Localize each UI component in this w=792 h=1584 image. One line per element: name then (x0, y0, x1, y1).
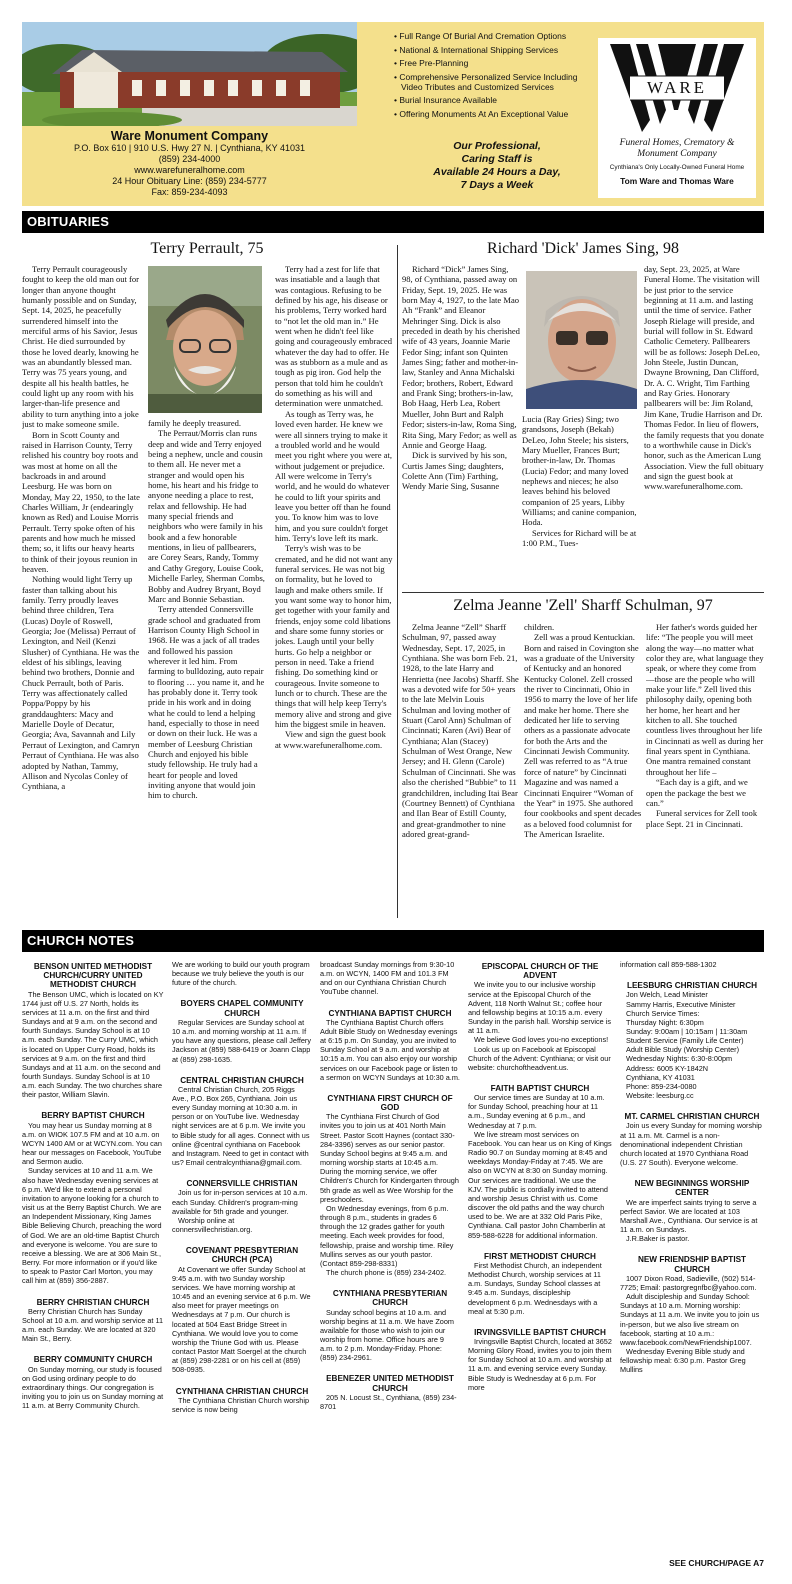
church-text: Adult discipleship and Sunday School: Sundays at 10 a.m. Morning worship: Sundays at 11 a.m. We invite you to join us in-person, but we also live stream on facebook, starting at 10 a.m.: www.facebook.com/NewFriendship1007. (620, 1292, 760, 1347)
church-text: The Cynthiana Christian Church worship service is now being (172, 1395, 309, 1414)
church-text: Phone: 859-234-0080 (626, 1081, 697, 1091)
company-name: Ware Monument Company (110, 129, 269, 143)
obit-paragraph: Funeral services for Zell took place Sept. 21 in Cincinnati. (646, 808, 758, 829)
church-name: NEW BEGINNINGS WORSHIP CENTER (634, 1179, 750, 1198)
obit-terry-photo (148, 266, 262, 413)
church-text: We live stream most services on Facebook. You can hear us on King of Kings Radio 90.7 on Sunday morning at 8:45 and weekdays Monday-Friday at 7:45. We are also on WCYN at 8:30 on Sunday morning. Our services are traditional. We use the KJV. The public is cordially invited to attend and worship Jesus Christ with us. Come discover the old paths and the way church used to be. We are at 332 Old Paris Pike, Cynthiana. Call pastor John Chamberlin at 859-588-6228 for additional information. (468, 1129, 612, 1240)
church-name: IRVINGSVILLE BAPTIST CHURCH (474, 1327, 606, 1337)
obit-paragraph: Richard “Dick” James Sing, 98, of Cynthiana, passed away on Friday, Sept. 19, 2025. He was born May 4, 1927, to the late Mao Ah “Frank” and Eleanor Mehringer Sing. Dick is also preceded in death by his cherished wife of 43 years, Joannie Marie Fedor Sing; infant son Quinten James Sing; father and mother-in-law, Stanley and Anna Michalski Fedor; brothers, Robert, Edward and Frank Sing; brothers-in-law, Bob Haag, Herb Lea, Robert Mueller, John Burt and Ralph Fedor; sisters-in-law, Roma Sing, Rita Sing, Mary Fedor; as well as Annie and George Haag. (402, 264, 520, 450)
obit-terry-name: Terry Perrault, 75 (150, 240, 264, 257)
obituaries-section-header: OBITUARIES (22, 211, 764, 233)
slogan-line: Caring Staff is (461, 153, 533, 165)
church-text: Join us every Sunday for morning worship at 11 a.m. Mt. Carmel is a non-denominational independent Christian church located at 1970 Cynthiana Road (U.S. 27 South). Everyone welcome. (620, 1121, 762, 1168)
service-item: • Full Range Of Burial And Cremation Options (394, 31, 567, 41)
obit-richard-col2 (522, 414, 640, 590)
church-name: CONNERSVILLE CHRISTIAN (186, 1179, 298, 1189)
obituary-line: 24 Hour Obituary Line: (859) 234-5777 (112, 176, 267, 186)
church-text: Regular Services are Sunday school at 10 a.m. and morning worship at 11 a.m. If you have any questions, please call Jeffery Jackson at (859) 588-6419 or Joann Clapp at (859) 298-1635. (172, 1017, 311, 1064)
church-col-1 (22, 960, 164, 1560)
church-text: The church phone is (859) 234-2402. (326, 1267, 447, 1277)
church-text: Central Christian Church, 205 Riggs Ave., P.O. Box 265, Cynthiana. Join us every Sunday morning at 10:30 a.m. in person or on YouTube live. Wednesday night services are at 6 p.m. We invite you to Bible study for all ages. Connect with us online @central cynthiana on Facebook and Instagram. Need to get in contact with us? Email centralcynthiana@gmail.com. (172, 1084, 310, 1168)
church-text: At Covenant we offer Sunday School at 9:45 a.m. with two Sunday worship services. We have morning worship at 10:45 and an evening service at 6 p.m. We also meet for prayer meetings on Wednesdays at 7 p.m. Our church is located at 504 East Bridge Street in Cynthiana. We would love you to come worship the Triune God with us. Please contact Pastor Matt Soergel at the church at (859) 298-2281 or on his cell at (859) 508-0935. (172, 1264, 311, 1375)
church-text: Look us up on Facebook at Episcopal Church of the Advent: Cynthiana; or visit our website: churchoftheadvent.us. (468, 1044, 611, 1072)
church-text: J.R.Baker is pastor. (626, 1234, 690, 1244)
church-text: Adult Bible Study (Worship Center) (626, 1045, 740, 1055)
service-item: • National & International Shipping Services (394, 44, 559, 55)
obit-paragraph: Terry had a zest for life that was insatiable and a laugh that was contagious. Refusing to be defined by his age, his disease or his problems, Terry worked hard to “not let the old man in.” He went when he didn't feel like going and courageously embraced whatever the day had to offer. He was as stubborn as a mule and as tough as pig iron. God help the person that told him he couldn't do something as his will and determination were unmatched. (275, 264, 393, 409)
church-text: Sunday services at 10 and 11 a.m. We also have Wednesday evening services at 6 p.m. We'd like to extend a personal invitation to anyone looking for a church to visit us at the Berry Baptist Church. We are an Independent Missionary, King James Bible Believing Church, preaching the word of God. We are an old-time Baptist Church and everyone is welcome. You are sure to receive a blessing. We are at 306 Main St., Berry. For more information or if you'd like to speak to Pastor Carl Morton, you may call him at (859) 356-2887. (22, 1166, 162, 1286)
church-text: Wednesday Nights: 6:30-8:00pm (626, 1054, 733, 1064)
church-text: We are imperfect saints trying to serve a perfect Savior. We are located at 103 Marshall Ave., Cynthiana. Our service is at 11 a.m. on Sundays. (620, 1197, 758, 1235)
obit-paragraph: Terry's wish was to be cremated, and he did not want any funeral services. He was not big on formality, but he loved to laugh and make others smile. If you want some way to honor him, get together with your family and friends, enjoy some cold libations and share some funny stories or jokes. Laugh until your belly hurts. Go help a neighbor or person in need. Take a friend fishing. Do something kind or courageous. Invite someone to lunch or to church. These are the things that will help keep Terry's memory alive and strong and give him the biggest smile in heaven. (275, 543, 393, 730)
logo-owners: Tom Ware and Thomas Ware (620, 176, 734, 186)
church-notes-section-header: CHURCH NOTES (22, 930, 764, 952)
column-divider (397, 245, 398, 918)
service-item: • Comprehensive Personalized Service Including Video Tributes and Customized Services (394, 71, 578, 92)
church-name: NEW FRIENDSHIP BAPTIST CHURCH (637, 1255, 747, 1274)
church-name: LEESBURG CHRISTIAN CHURCH (626, 981, 758, 991)
portrait-elderly-man-icon (526, 271, 637, 409)
church-col-2 (172, 960, 312, 1560)
church-name: BERRY CHRISTIAN CHURCH (36, 1297, 150, 1307)
obit-paragraph: Terry Perrault courageously fought to keep the old man out for longer than anyone thought humanly possible and on Sunday, Sept. 14, 2025, he peacefully surrendered himself into the merciful arms of his Savior, Jesus Christ. He died surrounded by those he loved dearly, knowing he was an abundantly blessed man. Terry was 75 years young, and despite all his health battles, he could light up any room with his larger-than-life presence and ability to turn anything into a joke just to make someone smile. (22, 264, 140, 430)
slogan-line: Available 24 Hours a Day, (433, 166, 561, 178)
church-text: Website: leesburg.cc (626, 1091, 694, 1101)
obit-zelma-col2 (524, 622, 642, 920)
church-name: CYNTHIANA PRESBYTERIAN CHURCH (332, 1289, 448, 1308)
obit-paragraph: Dick is survived by his son, Curtis James Sing; daughters, Colette Ann (Tim) Farthing, Wendy Marie Sing, Susanne (402, 450, 507, 492)
obit-paragraph: Nothing would light Terry up faster than talking about his family. Terry proudly leaves behind three children, Tera (Lucas) Doyle of Roswell, Georgia; Joe (Melissa) Perraut of Lexington, and Neil (Kenzi Slusher) of Cynthiana. He was the eldest of his siblings, leaving behind two brothers, Donnie and Chuck Perrault, both of Paris. Terry was affectionately called Poppa/Poppy by his granddaughters: Macy and Marielle Doyle of Decatur, Georgia; Ava, Savannah and Lily Perraut of Lexington, and Camryn Perraut of Cynthiana. He was also adopted by Nathan, Tammy, Allison and Nycolas Conley of Cynthiana, a (22, 574, 140, 792)
church-text: Thursday Night: 6:30pm (626, 1017, 704, 1027)
church-text: The Cynthiana First Church of God invites you to join us at 401 North Main Street. Pastor Scott Haynes (contact 330-284-3396) serves as our senior pastor. Sunday School begins at 9:45 a.m. and morning worship starts at 10:45 a.m. During the morning service, we offer Children's Church for Kindergarten through 5th grade as well as Wee Worship for the preschoolers. (320, 1112, 459, 1204)
service-item: • Offering Monuments At An Exceptional Value (394, 108, 569, 119)
church-text: 1007 Dixon Road, Sadieville, (502) 514-7725; Email: pastorgregnfbc@yahoo.com. (620, 1273, 757, 1292)
church-name: EPISCOPAL CHURCH OF THE ADVENT (481, 962, 599, 981)
church-text: We believe God loves you-no exceptions! (474, 1035, 609, 1045)
church-text: We are working to build our youth program because we truly believe the youth is our future of the church. (172, 960, 310, 988)
church-text: The Cynthiana Baptist Church offers Adult Bible Study on Wednesday evenings at 6:15 p.m. On Sunday, you are invited to Sunday School at 9 a.m. and worship at 10:15 a.m. You can also enjoy our worship services on our Facebook page or listen to a sermon on WCYN Sundays at 10:30 a.m. (320, 1017, 460, 1082)
service-item: • Burial Insurance Available (394, 95, 497, 106)
service-item: • Free Pre-Planning (394, 58, 469, 69)
slogan-line: Our Professional, (453, 140, 541, 152)
obit-terry-col2 (148, 418, 266, 920)
church-name: EBENEZER UNITED METHODIST CHURCH (326, 1374, 454, 1393)
logo-tagline: Funeral Homes, Crematory & Monument Company (619, 138, 735, 159)
church-name: CENTRAL CHRISTIAN CHURCH (180, 1075, 304, 1085)
obit-zelma-col3 (646, 622, 764, 920)
obit-paragraph: day, Sept. 23, 2025, at Ware Funeral Home. The visitation will be just prior to the service beginning at 11 a.m. and lasting until the time of service. Father Joseph Rielage will preside, and burial will follow in St. Edward Catholic Cemetery. Pallbearers will be as follows: Joseph DeLeo, John Steele, Justin Duncan, Dwayne Browning, Dan Clifford, Dr. A. C. Wright, Tim Farthing and Ray Gries. Honorary pallbearers will be: Jim Roland, Jim Kane, Trudie Harrison and Dr. Thomas Fedor. In lieu of flowers, the family requests that you donate to a worthwhile cause in Dick's honor, such as the American Lung Association. View the full obituary and sign the guest book at www.warefuneralhome.com. (644, 264, 764, 492)
company-website[interactable]: www.warefuneralhome.com (134, 165, 245, 175)
church-text: Sunday: 9:00am | 10:15am | 11:30am (626, 1026, 748, 1036)
church-text: broadcast Sunday mornings from 9:30-10 a.m. on WCYN, 1400 FM and 101.3 FM and on our Cynthiana Christian Church YouTube channel. (320, 960, 455, 997)
church-name: CYNTHIANA FIRST CHURCH OF GOD (327, 1093, 453, 1113)
church-text: On Wednesday evenings, from 6 p.m. through 8 p.m., students in grades 6 through the 12 grades gather for youth meeting. Each week provides for food, fellowship, praise and worship time. Riley Mullins serves as our youth pastor. (Contact 859-298-8331) (320, 1203, 454, 1268)
obit-separator (402, 592, 764, 593)
obit-paragraph: View and sign the guest book at www.warefuneralhome.com. (275, 729, 386, 750)
company-fax: Fax: 859-234-4093 (151, 187, 228, 197)
church-text: Worship online at connersvillechristian.org. (172, 1215, 253, 1235)
ad-contact-block (22, 126, 357, 198)
obit-paragraph: Terry attended Connersville grade school and graduated from Harrison County High School in 1968. He was a jack of all trades and followed his passion wherever it led him. From farming to bulldozing, auto repair to flooring … you name it, and he has probably done it. Terry took pride in his work and in doing what he could to lend a helping hand, especially to those in need or down on their luck. He was a member of Leesburg Christian Church and enjoyed his bible study fellowship. He truly had a heart for people and loved inviting anyone that would join him to church. (148, 604, 265, 801)
portrait-man-icon (148, 266, 262, 413)
church-text: 205 N. Locust St., Cynthiana, (859) 234-8701 (320, 1392, 457, 1412)
logo-word: WARE (646, 78, 708, 97)
church-text: The Benson UMC, which is located on KY 1744 just off U.S. 27 North, holds its services at 11 a.m. on the first and third Sundays and at 9 a.m. on the second and fourth Sundays. Sunday School is at 10 a.m. each Sunday. The Curry UMC, which is located on Upper Curry Road, holds its services at 9 a.m. on the first and third Sundays and at 11 a.m. on the second and fourth Sundays. Sunday School is at 10 a.m. each Sunday. The two churches share their pastor, William Slavin. (22, 989, 164, 1100)
obit-zelma-name: Zelma Jeanne 'Zell' Sharff Schulman, 97 (453, 597, 713, 614)
church-text: Wednesday Evening Bible study and fellowship meal: 6:30 p.m. Pastor Greg Mullins (620, 1347, 746, 1375)
obit-paragraph: Born in Scott County and raised in Harrison County, Terry relished his country boy roots and was most at home on all the backroads in and around Leesburg. He was born on Monday, May 22, 1950, to the late Charles William, Jr (endearingly known as Red) and Louise Morris Perrault. Terry spoke often of his parents and how much he missed them; so, it lifts our heavy hearts to think of their joyous reunion in heaven. (22, 429, 140, 574)
church-name: MT. CARMEL CHRISTIAN CHURCH (624, 1112, 760, 1122)
obit-paragraph: As tough as Terry was, he loved even harder. He knew we were all sinners trying to make it a troubled world and he would meet you right where you were at, without judgement or prejudice. All were welcome in Terry's world, and he would do whatever he could to lift your spirits and leave you better off than he found you. To know him was to love him, and you sure couldn't forget him. Terry's love left its mark. (275, 408, 393, 543)
obit-richard-photo (526, 271, 637, 409)
slogan (417, 140, 577, 192)
obit-paragraph: “Each day is a gift, and we open the package the best we can.” (646, 777, 748, 808)
church-text: Join us for in-person services at 10 a.m. each Sunday. Children's program-ming available for 5th grade and younger. (172, 1188, 308, 1216)
company-address: P.O. Box 610 | 910 U.S. Hwy 27 N. | Cynthiana, KY 41031 (74, 143, 305, 153)
obit-richard-name: Richard 'Dick' James Sing, 98 (487, 240, 679, 257)
church-text: Sammy Harris, Executive Minister (626, 999, 736, 1009)
obit-paragraph: Services for Richard will be at 1:00 P.M., Tues- (522, 527, 637, 549)
funeral-home-building-icon (22, 22, 357, 126)
obit-paragraph: Zell was a proud Kentuckian. Born and raised in Covington she was a graduate of the University of Kentucky and an honored Kentucky Colonel. Zell crossed the river to Cincinnati, Ohio in 1956 to marry the love of her life and make her home. There she dedicated her life to serving others as a passionate advocate for both the Arts and the Cincinnati Jewish Community. Zell was referred to as “A true force of nature” by Cincinnati Magazine and was named a Cincinnati Enquirer “Woman of the Year” in 1975. She authored four cookbooks and spent decades as a beloved food columnist for The American Israelite. (524, 632, 642, 839)
church-text: Student Service (Family Life Center) (626, 1036, 744, 1046)
church-col-5 (620, 960, 764, 1548)
church-name: BERRY BAPTIST CHURCH (41, 1111, 145, 1121)
obit-richard-col1 (402, 264, 520, 590)
services-list (394, 31, 594, 123)
church-text: First Methodist Church, an independent Methodist Church, worship services at 11 a.m. Sundays, Sunday School classes at 9:45 a.m. Sundays, discipleship development 6 p.m. Wednesdays with a meal at 5:30 p.m. (468, 1260, 602, 1316)
jump-line: SEE CHURCH/PAGE A7 (669, 1558, 764, 1568)
ad-banner (22, 22, 764, 206)
church-text: Cynthiana, KY 41031 (626, 1072, 695, 1082)
obit-richard-col3 (644, 264, 764, 590)
obit-paragraph: family he deeply treasured. (148, 418, 242, 428)
church-name: BERRY COMMUNITY CHURCH (33, 1355, 153, 1365)
obit-paragraph: Her father's words guided her life: “The people you will meet along the way—no matter what color they are, what language they speak, or where they come from—those are the people who will make your life.” Zell lived this philosophy daily, opening both her home, her heart and her kitchen to all. She touched countless lives throughout her life in Cincinnati as well as during her final years spent in Cynthiana. One mantra remained constant throughout her life – (646, 622, 764, 777)
church-text: Berry Christian Church has Sunday School at 10 a.m. and worship service at 11 a.m. each Sunday. We are located at 320 Main St., Berry. (22, 1306, 164, 1344)
obit-terry-col3 (275, 264, 393, 920)
obit-paragraph: Zelma Jeanne “Zell” Sharff Schulman, 97, passed away Wednesday, Sept. 17, 2025, in Cynthiana. She was born Feb. 21, 1928, to the late Harry and Henrietta (nee Jacobs) Sharff. She was a devoted wife for 50+ years to the late Melvin Louis Schulman and loving mother of Stuart (Carol Ann) Schulman of Cincinnati; Karen (Avi) Bear of Cynthiana; Alan (Stacey) Schulman of West Orange, New Jersey; and H. Glenn (Carole) Schulman of Cincinnati. She was also the cherished “Bubbie” to 11 grandchildren, including Itai Bear (Courtney Bennett) of Cynthiana and Ilan Bear of Estill County, and great-grandmother to nine adored great-grand- (402, 622, 519, 839)
church-text: Jon Welch, Lead Minister (626, 990, 708, 1000)
church-text: On Sunday morning, our study is focused on God using ordinary people to do extraordinary things. Our congregation is inviting you to join us on Sunday morning at 11 a.m. at Berry Community Church. (22, 1364, 164, 1411)
church-text: You may hear us Sunday morning at 8 a.m. on WIOK 107.5 FM and at 10 a.m. on WCYN 1400 AM or at WCYN.com. You can hear our messages on Facebook, YouTube and Sermon audio. (22, 1120, 162, 1167)
slogan-line: 7 Days a Week (460, 179, 534, 191)
church-text: Church Service Times: (626, 1008, 700, 1018)
church-name: BENSON UNITED METHODIST CHURCH/CURRY UNITED METHODIST CHURCH (33, 962, 153, 990)
company-phone: (859) 234-4000 (158, 154, 221, 164)
church-name: CYNTHIANA BAPTIST CHURCH (328, 1008, 452, 1018)
church-text: information call 859-588-1302 (620, 960, 717, 969)
church-name: COVENANT PRESBYTERIAN CHURCH (PCA) (185, 1246, 299, 1265)
obit-zelma-col1 (402, 622, 520, 920)
church-text: Sunday school begins at 10 a.m. and worship begins at 11 a.m. We have Zoom available for those who wish to join our worship from home. Office hours are 9 a.m. to 2 p.m. Monday-Friday. Phone: (859) 234-2961. (320, 1307, 454, 1363)
church-name: FAITH BAPTIST CHURCH (490, 1083, 590, 1093)
logo-subline: Cynthiana's Only Locally-Owned Funeral Home (609, 164, 745, 171)
obit-paragraph: Lucia (Ray Gries) Sing; two grandsons, Joseph (Bekah) DeLeo, John Steele; his sisters, Mary Mueller, Frances Burt; brother-in-law, Dr. Thomas (Lucia) Fedor; and many loved nephews and nieces; he also leaves behind his beloved companion of 25 years, Libby Williams; and canine companion, Hoda. (522, 414, 637, 528)
church-text: Irvingsville Baptist Church, located at 3652 Morning Glory Road, invites you to join them for Sunday School at 10 a.m. and worship at 11 a.m. and evening service every Sunday. Bible Study is Wednesday at 6 p.m. For more (468, 1337, 612, 1392)
logo-panel (598, 38, 756, 198)
church-text: Our service times are Sunday at 10 a.m. for Sunday School, preaching hour at 11 a.m., Sunday evening at 6 p.m., and Wednesday at 7 p.m. (468, 1093, 605, 1130)
church-col-3 (320, 960, 460, 1560)
obit-paragraph: children. (524, 622, 555, 632)
obit-terry-col1 (22, 264, 140, 920)
church-text: We invite you to our inclusive worship service at the Episcopal Church of the Advent, 118 North Walnut St.; coffee hour and fellowship begins at 10:15 a.m. every Sunday in the parish hall. Worship service is at 11 a.m. (468, 980, 612, 1036)
obit-paragraph: The Perraut/Morris clan runs deep and wide and Terry enjoyed being a nephew, uncle and cousin to them all. He never met a stranger and would open his home, his heart and his fridge to anyone needing a place to rest, relax and fellowship. He had many special friends and neighbors who were family in his book and a few honorable mentions, in lieu of pallbearers, are Corey Sears, Randy, Tommy and Cathy Gregory, Louise Cook, Michelle Farley, Sherman Combs, Bobby and Audrey Bryant, Boyd Marc and Bonnie Sebastian. (148, 428, 265, 604)
funeral-home-photo (22, 22, 357, 126)
church-name: BOYERS CHAPEL COMMUNITY CHURCH (180, 999, 304, 1018)
church-name: CYNTHIANA CHRISTIAN CHURCH (175, 1386, 309, 1396)
church-col-4 (468, 960, 612, 1560)
church-name: FIRST METHODIST CHURCH (484, 1251, 596, 1261)
church-text: Address: 6005 KY-1842N (626, 1063, 709, 1073)
